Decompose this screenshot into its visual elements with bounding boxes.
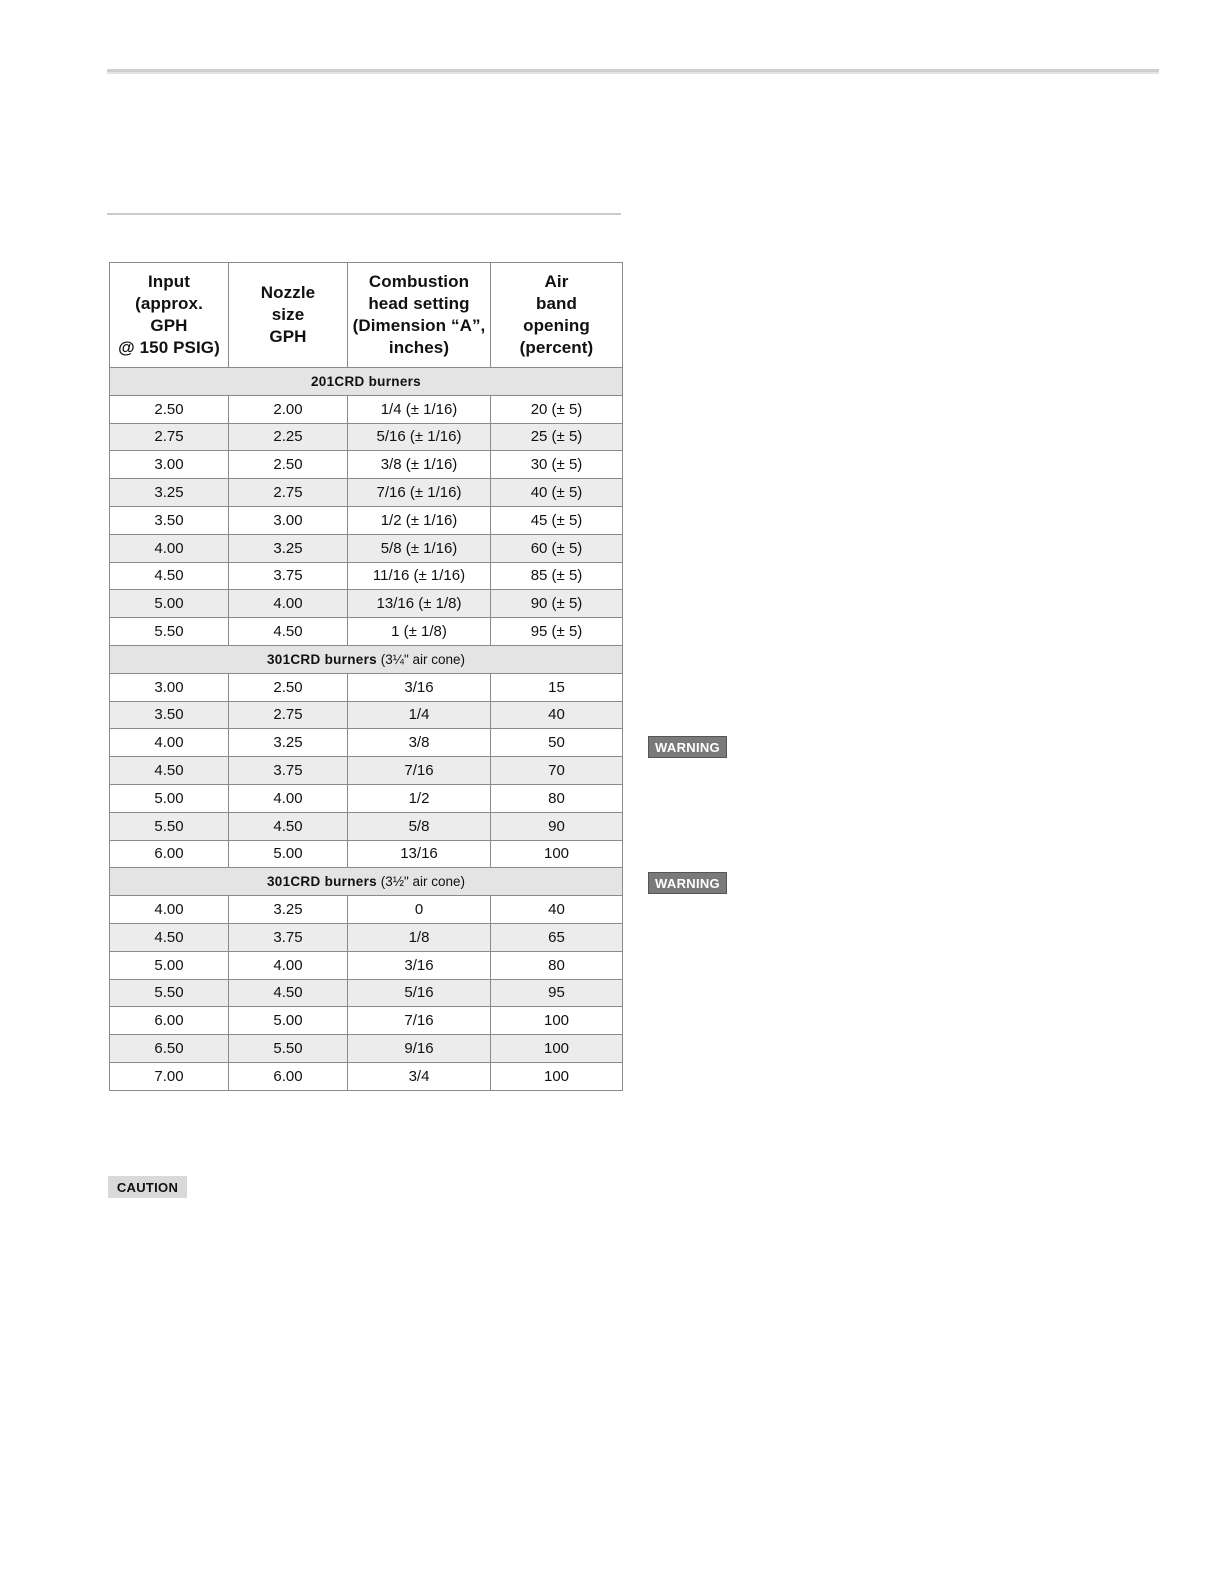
cell-head-setting: 0	[348, 896, 491, 924]
cell-nozzle-gph: 6.00	[229, 1062, 348, 1090]
section-divider	[107, 213, 621, 215]
table-row	[110, 673, 623, 701]
cell-nozzle-gph: 2.50	[229, 673, 348, 701]
cell-head-setting: 9/16	[348, 1035, 491, 1063]
header-air-line-3: opening	[523, 316, 590, 335]
cell-head-setting: 5/16 (± 1/16)	[348, 423, 491, 451]
table-row	[110, 479, 623, 507]
table-row	[110, 590, 623, 618]
cell-air-band: 85 (± 5)	[491, 562, 623, 590]
cell-air-band: 100	[491, 840, 623, 868]
cell-nozzle-gph: 3.75	[229, 562, 348, 590]
group-label	[110, 868, 623, 896]
header-air-line-2: band	[535, 294, 577, 313]
table-row	[110, 534, 623, 562]
header-air-line-4: (percent)	[519, 338, 594, 357]
cell-nozzle-gph: 4.00	[229, 784, 348, 812]
cell-nozzle-gph: 2.25	[229, 423, 348, 451]
group-row	[110, 645, 623, 673]
table-row	[110, 1062, 623, 1090]
cell-input-gph: 5.50	[110, 618, 229, 646]
cell-head-setting: 1 (± 1/8)	[348, 618, 491, 646]
cell-nozzle-gph: 2.75	[229, 479, 348, 507]
header-combustion-line-4: inches)	[388, 338, 450, 357]
header-nozzle-line-1: Nozzle	[260, 283, 316, 302]
cell-air-band: 60 (± 5)	[491, 534, 623, 562]
cell-input-gph: 4.50	[110, 923, 229, 951]
table-row	[110, 1007, 623, 1035]
cell-nozzle-gph: 4.00	[229, 951, 348, 979]
cell-input-gph: 6.00	[110, 840, 229, 868]
group-label-detail: (3¼" air cone)	[376, 651, 466, 667]
cell-input-gph: 5.50	[110, 979, 229, 1007]
header-nozzle-line-2: size	[271, 305, 305, 324]
header-nozzle	[229, 263, 348, 368]
cell-head-setting: 5/16	[348, 979, 491, 1007]
group-row	[110, 368, 623, 396]
cell-air-band: 45 (± 5)	[491, 506, 623, 534]
cell-input-gph: 4.00	[110, 896, 229, 924]
cell-input-gph: 3.25	[110, 479, 229, 507]
cell-input-gph: 5.00	[110, 590, 229, 618]
cell-nozzle-gph: 5.00	[229, 1007, 348, 1035]
cell-air-band: 100	[491, 1062, 623, 1090]
cell-head-setting: 3/16	[348, 951, 491, 979]
top-rule	[107, 69, 1159, 74]
cell-input-gph: 2.75	[110, 423, 229, 451]
cell-air-band: 30 (± 5)	[491, 451, 623, 479]
cell-nozzle-gph: 3.00	[229, 506, 348, 534]
cell-input-gph: 5.50	[110, 812, 229, 840]
table-row	[110, 506, 623, 534]
cell-air-band: 80	[491, 951, 623, 979]
table-row	[110, 923, 623, 951]
cell-air-band: 95 (± 5)	[491, 618, 623, 646]
table-row	[110, 840, 623, 868]
cell-nozzle-gph: 3.25	[229, 534, 348, 562]
cell-nozzle-gph: 2.50	[229, 451, 348, 479]
cell-input-gph: 2.50	[110, 395, 229, 423]
table-row	[110, 618, 623, 646]
header-combustion-line-3: (Dimension “A”,	[352, 316, 486, 335]
cell-nozzle-gph: 5.50	[229, 1035, 348, 1063]
cell-nozzle-gph: 3.25	[229, 729, 348, 757]
cell-head-setting: 3/8	[348, 729, 491, 757]
table-row	[110, 1035, 623, 1063]
cell-air-band: 40	[491, 896, 623, 924]
burner-settings-table	[109, 262, 623, 1091]
caution-badge: CAUTION	[108, 1176, 187, 1198]
cell-air-band: 95	[491, 979, 623, 1007]
cell-air-band: 70	[491, 757, 623, 785]
cell-nozzle-gph: 2.00	[229, 395, 348, 423]
group-label-bold: 201CRD burners	[311, 373, 421, 389]
cell-nozzle-gph: 4.50	[229, 979, 348, 1007]
group-label	[110, 368, 623, 396]
cell-air-band: 40 (± 5)	[491, 479, 623, 507]
cell-nozzle-gph: 5.00	[229, 840, 348, 868]
header-input-line-4: @ 150 PSIG)	[118, 338, 220, 357]
group-label-bold: 301CRD burners	[266, 651, 377, 667]
cell-input-gph: 4.50	[110, 562, 229, 590]
cell-head-setting: 1/8	[348, 923, 491, 951]
cell-head-setting: 7/16	[348, 1007, 491, 1035]
cell-head-setting: 3/8 (± 1/16)	[348, 451, 491, 479]
cell-input-gph: 6.00	[110, 1007, 229, 1035]
table-row	[110, 395, 623, 423]
table-row	[110, 784, 623, 812]
header-combustion-line-2: head setting	[368, 294, 470, 313]
table-body	[110, 368, 623, 1091]
cell-air-band: 25 (± 5)	[491, 423, 623, 451]
cell-nozzle-gph: 4.50	[229, 812, 348, 840]
table-row	[110, 423, 623, 451]
header-input	[110, 263, 229, 368]
cell-input-gph: 3.50	[110, 701, 229, 729]
cell-input-gph: 4.00	[110, 534, 229, 562]
cell-air-band: 100	[491, 1007, 623, 1035]
cell-nozzle-gph: 3.75	[229, 923, 348, 951]
header-input-line-2: (approx.	[135, 294, 203, 313]
cell-head-setting: 1/2 (± 1/16)	[348, 506, 491, 534]
cell-head-setting: 7/16	[348, 757, 491, 785]
table-row	[110, 812, 623, 840]
cell-air-band: 15	[491, 673, 623, 701]
table-row	[110, 979, 623, 1007]
cell-input-gph: 5.00	[110, 784, 229, 812]
table-row	[110, 951, 623, 979]
table-row	[110, 451, 623, 479]
table-row	[110, 562, 623, 590]
cell-nozzle-gph: 2.75	[229, 701, 348, 729]
table-row	[110, 701, 623, 729]
warning-badge-1: WARNING	[648, 736, 727, 758]
header-input-line-1: Input	[147, 272, 191, 291]
group-label-bold: 301CRD burners	[266, 874, 377, 890]
header-input-line-3: GPH	[150, 316, 188, 335]
cell-head-setting: 13/16 (± 1/8)	[348, 590, 491, 618]
cell-head-setting: 1/4	[348, 701, 491, 729]
header-combustion-line-1: Combustion	[368, 272, 470, 291]
group-row	[110, 868, 623, 896]
cell-input-gph: 6.50	[110, 1035, 229, 1063]
group-label-detail: (3½" air cone)	[376, 874, 466, 890]
table-row	[110, 757, 623, 785]
cell-head-setting: 3/4	[348, 1062, 491, 1090]
cell-nozzle-gph: 4.00	[229, 590, 348, 618]
warning-badge-2: WARNING	[648, 872, 727, 894]
cell-input-gph: 4.00	[110, 729, 229, 757]
cell-input-gph: 3.00	[110, 451, 229, 479]
header-air-line-1: Air	[544, 272, 569, 291]
cell-head-setting: 5/8 (± 1/16)	[348, 534, 491, 562]
header-combustion	[348, 263, 491, 368]
cell-air-band: 90 (± 5)	[491, 590, 623, 618]
header-nozzle-line-3: GPH	[269, 327, 307, 346]
cell-air-band: 90	[491, 812, 623, 840]
cell-head-setting: 13/16	[348, 840, 491, 868]
cell-nozzle-gph: 4.50	[229, 618, 348, 646]
cell-head-setting: 11/16 (± 1/16)	[348, 562, 491, 590]
cell-input-gph: 5.00	[110, 951, 229, 979]
cell-air-band: 65	[491, 923, 623, 951]
cell-head-setting: 7/16 (± 1/16)	[348, 479, 491, 507]
cell-input-gph: 7.00	[110, 1062, 229, 1090]
table-header-row	[110, 263, 623, 368]
cell-input-gph: 4.50	[110, 757, 229, 785]
table-row	[110, 729, 623, 757]
cell-head-setting: 3/16	[348, 673, 491, 701]
cell-nozzle-gph: 3.25	[229, 896, 348, 924]
cell-air-band: 20 (± 5)	[491, 395, 623, 423]
cell-air-band: 50	[491, 729, 623, 757]
cell-head-setting: 5/8	[348, 812, 491, 840]
table-row	[110, 896, 623, 924]
cell-nozzle-gph: 3.75	[229, 757, 348, 785]
header-air-band	[491, 263, 623, 368]
cell-air-band: 80	[491, 784, 623, 812]
group-label	[110, 645, 623, 673]
cell-air-band: 40	[491, 701, 623, 729]
cell-head-setting: 1/2	[348, 784, 491, 812]
cell-input-gph: 3.00	[110, 673, 229, 701]
cell-air-band: 100	[491, 1035, 623, 1063]
cell-input-gph: 3.50	[110, 506, 229, 534]
cell-head-setting: 1/4 (± 1/16)	[348, 395, 491, 423]
